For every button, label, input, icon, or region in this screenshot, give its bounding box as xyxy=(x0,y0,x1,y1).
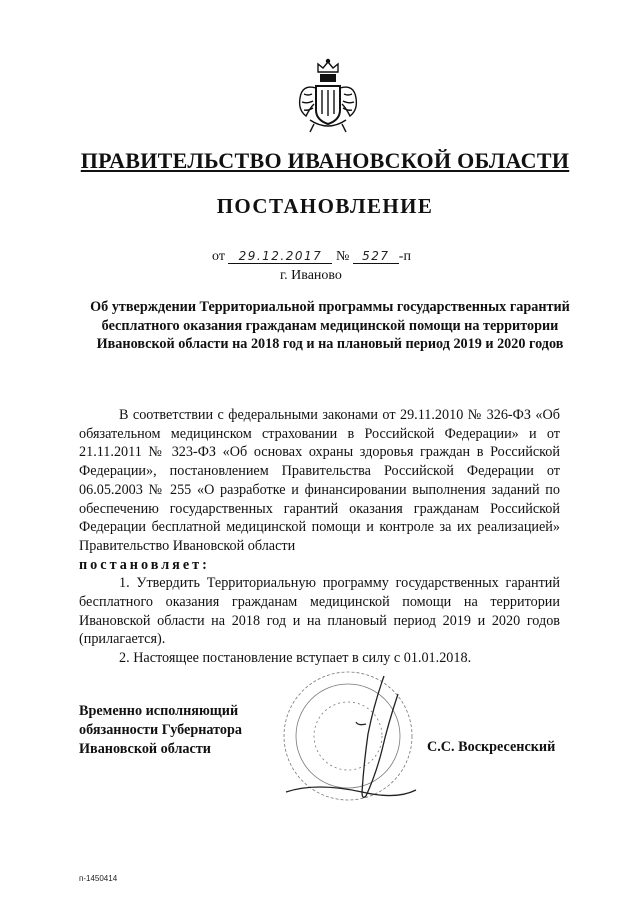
date-prefix: от xyxy=(212,249,225,264)
number-suffix: -п xyxy=(398,249,411,264)
document-number: 527 xyxy=(353,249,399,264)
government-title: ПРАВИТЕЛЬСТВО ИВАНОВСКОЙ ОБЛАСТИ xyxy=(80,148,570,173)
date-number-line xyxy=(212,249,411,265)
decree-word: постановляет: xyxy=(79,556,210,573)
official-seal-icon xyxy=(266,664,436,814)
signatory-position: Временно исполняющий обязанности Губернатора Ивановской области xyxy=(79,703,242,757)
item-1-paragraph: 1. Утвердить Территориальную программу государственных гарантий бесплатного оказания гражданам медицинской помощи на территории Ивановской области на 2018 год и на плановый период 2019 и 2020 годов (прилагается). xyxy=(79,575,560,648)
city: г. Иваново xyxy=(280,268,342,283)
coat-of-arms-icon xyxy=(296,58,360,136)
signatory-name: С.С. Воскресенский xyxy=(427,739,556,755)
document-type: ПОСТАНОВЛЕНИЕ xyxy=(216,194,434,218)
document-body xyxy=(79,406,560,668)
item-2-paragraph: 2. Настоящее постановление вступает в силу с 01.01.2018. xyxy=(119,650,472,667)
document-date: 29.12.2017 xyxy=(228,249,332,264)
number-sign: № xyxy=(335,249,350,264)
footer-code: п-1450414 xyxy=(79,874,118,883)
document-subject: Об утверждении Территориальной программы государственных гарантий бесплатного оказания гражданам медицинской помощи на территории Ивановской области на 2018 год и на плановый период 2019 и 2020 годов xyxy=(90,299,570,352)
preamble-paragraph: В соответствии с федеральными законами от 29.11.2010 № 326-ФЗ «Об обязательном медицинском страховании в Российской Федерации» и от 21.11.2011 № 323-ФЗ «Об основах охраны здоровья граждан в Российской Федерации», постановлением Правительства Российской Федерации от 06.05.2003 № 255 «О разработке и финансировании выполнения заданий по обеспечению государственных гарантий оказания гражданам Российской Федерации бесплатной медицинской помощи и контроле за их реализацией» Правительство Ивановской области xyxy=(79,407,560,554)
